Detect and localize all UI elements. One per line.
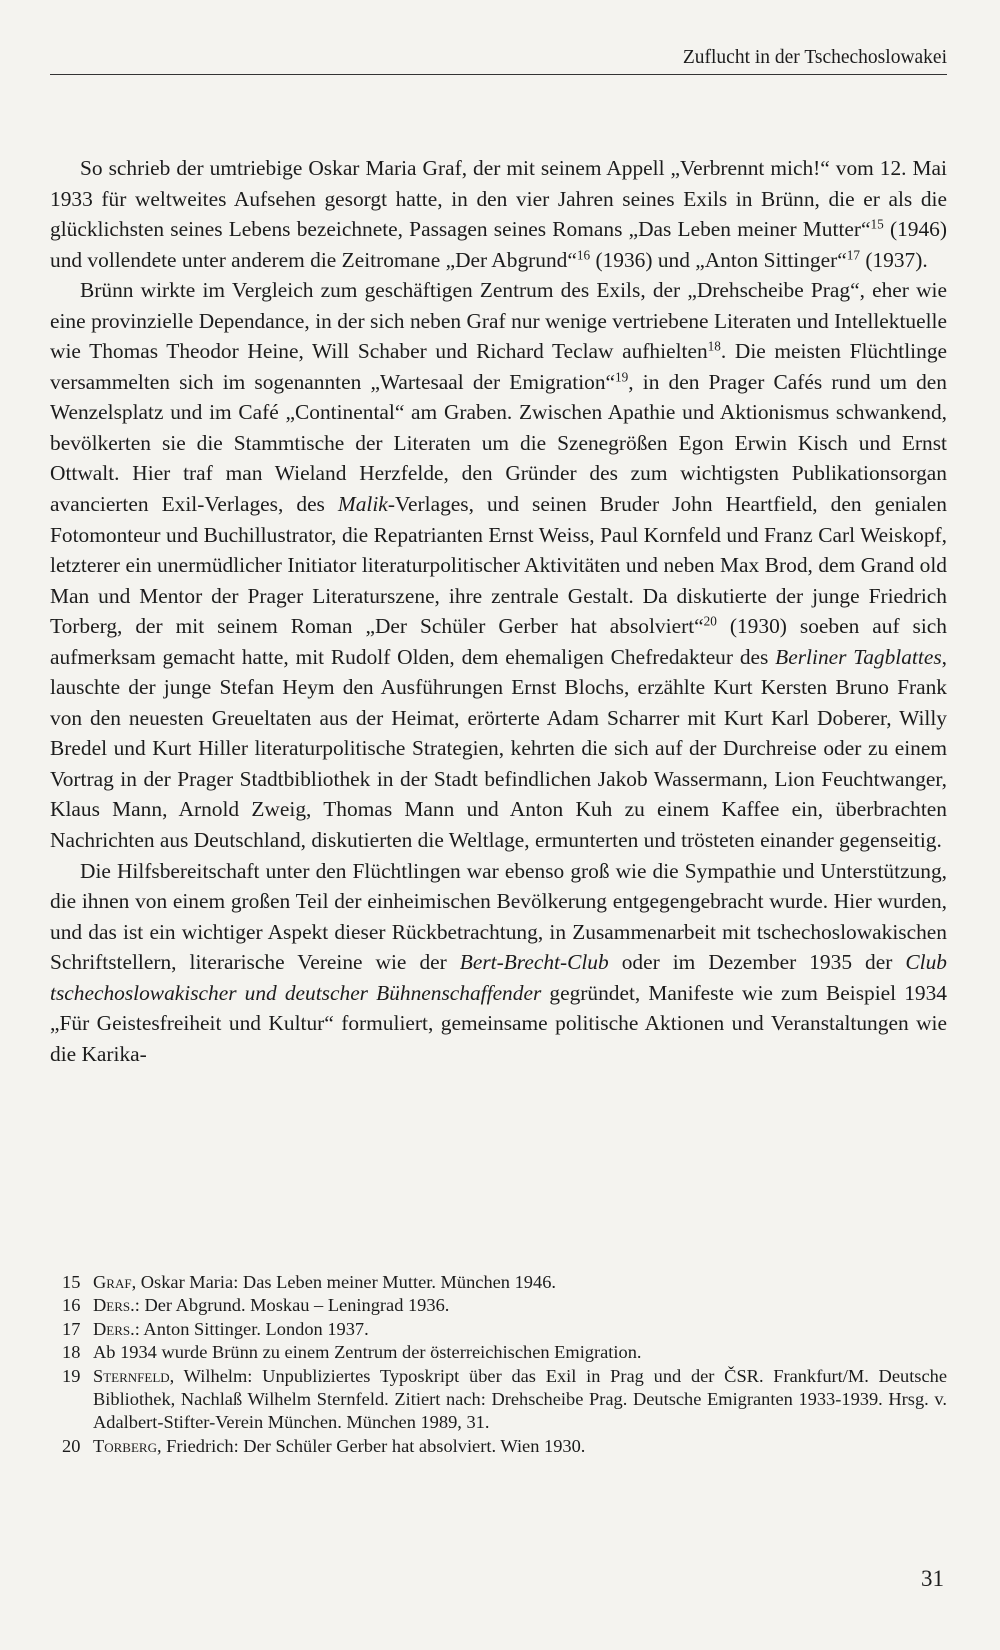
footnote <box>50 1294 947 1317</box>
footnote-author: Ders. <box>93 1295 135 1316</box>
italic-title: Club tschechoslowakischer und deutscher Bühnenschaffender <box>50 950 947 1005</box>
footnote-ref: 18 <box>707 338 721 354</box>
body-text <box>50 153 947 1069</box>
footnote <box>50 1435 947 1458</box>
footnote-text: : Anton Sittinger. London 1937. <box>134 1318 369 1339</box>
footnote-text: , Oskar Maria: Das Leben meiner Mutter. München 1946. <box>131 1272 556 1292</box>
footnote <box>50 1341 947 1364</box>
footnote-number: 17 <box>62 1318 81 1339</box>
footnote-author: Sternfeld <box>93 1365 170 1386</box>
footnote-text: , Friedrich: Der Schüler Gerber hat absolviert. Wien 1930. <box>156 1435 586 1456</box>
footnote-ref: 15 <box>870 216 884 232</box>
footnote-ref: 20 <box>703 613 717 629</box>
paragraph: Die Hilfsbereitschaft unter den Flüchtlingen war ebenso groß wie die Sympathie und Unterstützung, die ihnen von einem großen Teil der einheimischen Bevölkerung entgegengebracht wurde. Hier wurden, und das ist ein wichtiger Aspekt dieser Rückbetrachtung, in Zusammenarbeit mit tschechoslowakischen Schriftstellern, literarische Vereine wie der Bert-Brecht-Club oder im Dezember 1935 der Club tschechoslowakischer und deutscher Bühnenschaffender gegründet, Manifeste wie zum Beispiel 1934 „Für Geistesfreiheit und Kultur“ formuliert, gemeinsame politische Aktionen und Veranstaltungen wie die Karika- <box>50 858 947 1066</box>
page-number: 31 <box>921 1566 944 1591</box>
italic-title: Bert-Brecht-Club <box>459 950 609 975</box>
footnote-text: : Der Abgrund. Moskau – Leningrad 1936. <box>134 1295 450 1316</box>
footnote <box>50 1318 947 1341</box>
footnote-number: 15 <box>62 1272 81 1292</box>
footnote-text: , Wilhelm: Unpubliziertes Typoskript über das Exil in Prag und der ČSR. Frankfurt/M. Deutsche Bibliothek, Nachlaß Wilhelm Sternfeld. Zitiert nach: Drehscheibe Prag. Deutsche Emigranten 1933-1939. Hrsg. v. Adalbert-Stifter-Verein München. München 1989, 31. <box>93 1365 947 1433</box>
footnote-author: Ders. <box>93 1318 135 1339</box>
footnote-ref: 17 <box>846 247 860 263</box>
footnotes <box>50 1271 947 1458</box>
italic-title: Berliner Tagblattes <box>775 644 942 669</box>
footnote <box>50 1271 947 1294</box>
footnote-ref: 19 <box>615 369 629 385</box>
footnote-text: Ab 1934 wurde Brünn zu einem Zentrum der österreichischen Emigration. <box>93 1342 642 1363</box>
footnote-number: 19 <box>62 1365 81 1386</box>
paragraph: Brünn wirkte im Vergleich zum geschäftigen Zentrum des Exils, der „Drehscheibe Prag“, eher wie eine provinzielle Dependance, in der sich neben Graf nur wenige vertriebene Literaten und Intellektuelle wie Thomas Theodor Heine, Will Schaber und Richard Teclaw aufhielten$^{18}$. Die meisten Flüchtlinge versammelten sich im sogenannten „Wartesaal der Emigration“$^{19}$, in den Prager Cafés rund um den Wenzelsplatz und im Café „Continental“ am Graben. Zwischen Apathie und Aktionismus schwankend, bevölkerten sie die Stammtische der Literaten um die Szenegrößen Egon Erwin Kisch und Ernst Ottwalt. Hier traf man Wieland Herzfelde, den Gründer des zum wichtigsten Publikationsorgan avancierten Exil-Verlages, des Malik-Verlages, und seinen Bruder John Heartfield, den genialen Fotomonteur und Buchillustrator, die Repatrianten Ernst Weiss, Paul Kornfeld und Franz Carl Weiskopf, letzterer ein unermüdlicher Initiator literaturpolitischer Aktivitäten und neben Max Brod, dem Grand old Man und Mentor der Prager Literaturszene, ihre zentrale Gestalt. Da diskutierte der junge Friedrich Torberg, der mit seinem Roman „Der Schüler Gerber hat absolviert“$^{20}$ (1930) soeben auf sich aufmerksam gemacht hatte, mit Rudolf Olden, dem ehemaligen Chefredakteur des Berliner Tagblattes, lauschte der junge Stefan Heym den Ausführungen Ernst Blochs, erzählte Kurt Kersten Bruno Frank von den neuesten Greueltaten aus der Heimat, erörterte Adam Scharrer mit Kurt Karl Doberer, Willy Bredel und Kurt Hiller literaturpolitische Strategien, kehrten die sich auf der Durchreise oder zu einem Vortrag in der Prager Stadtbibliothek in der Stadt befindlichen Jakob Wassermann, Lion Feuchtwanger, Klaus Mann, Arnold Zweig, Thomas Mann und Anton Kuh zu einem Kaffee ein, überbrachten Nachrichten aus Deutschland, diskutierten die Weltlage, ermunterten und trösteten einander gegenseitig. <box>50 278 948 853</box>
italic-title: Malik <box>337 492 388 517</box>
footnote-author: Graf <box>93 1272 132 1292</box>
footnote-number: 16 <box>62 1295 81 1316</box>
paragraph: So schrieb der umtriebige Oskar Maria Graf, der mit seinem Appell „Verbrennt mich!“ vom 12. Mai 1933 für weltweites Aufsehen gesorgt hatte, in den vier Jahren seines Exils in Brünn, die er als die glücklichsten seines Lebens bezeichnete, Passagen seines Romans „Das Leben meiner Mutter“$^{15}$ (1946) und vollendete unter anderem die Zeitromane „Der Abgrund“$^{16}$ (1936) und „Anton Sittinger“$^{17}$ (1937). <box>50 156 947 272</box>
footnote-ref: 16 <box>576 247 591 263</box>
running-head: Zuflucht in der Tschechoslowakei <box>682 47 947 68</box>
footnote <box>50 1365 947 1435</box>
footnote-number: 18 <box>62 1342 81 1363</box>
footnote-author: Torberg <box>93 1435 157 1456</box>
header-rule <box>50 74 947 75</box>
footnote-number: 20 <box>62 1435 81 1456</box>
